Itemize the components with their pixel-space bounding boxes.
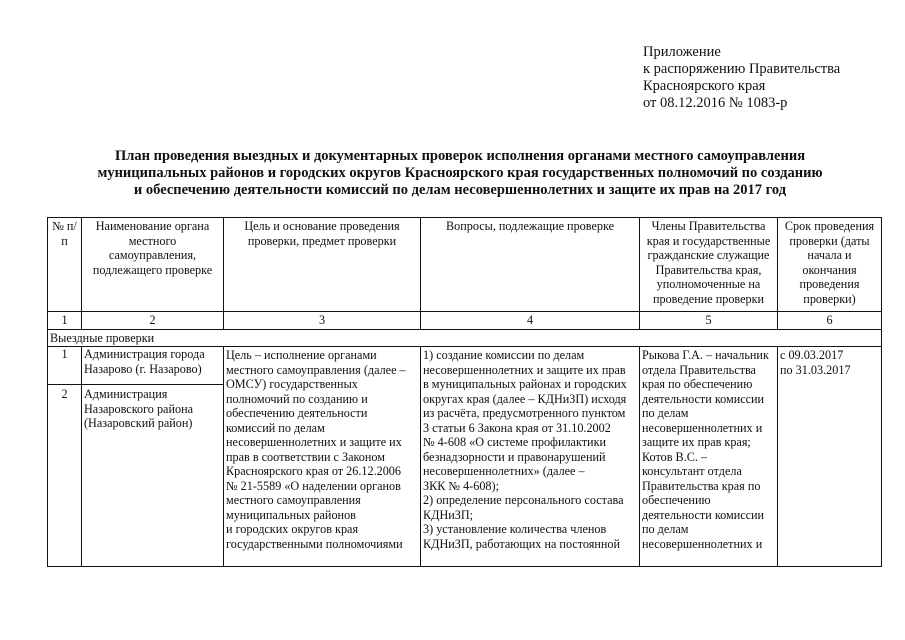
organization-name: Администрация Назаровского района (Назаровский район) <box>84 387 193 430</box>
member-line: обеспечению <box>642 493 711 507</box>
question-line: в муниципальных районах и городских <box>423 377 627 391</box>
goal-line: и городских округов края <box>226 522 359 536</box>
term-line: по 31.03.2017 <box>780 362 851 377</box>
header-members: Члены Правительства края и государственные гражданские служащие Правительства края, уполномоченные на проведение проверки <box>640 218 778 312</box>
member-line: деятельности комиссии <box>642 507 765 522</box>
organization-name: Администрация города Назарово (г. Назарово) <box>84 347 205 376</box>
member-line: Котов В.С. – <box>642 449 708 464</box>
column-number-row <box>48 312 882 330</box>
row-number: 2 <box>61 387 68 401</box>
title-line: и обеспечению деятельности комиссий по делам несовершеннолетних и защите их прав на 2017 год <box>133 182 787 198</box>
questions-cell <box>421 347 640 567</box>
term-line: с 09.03.2017 <box>780 348 844 362</box>
goal-cell <box>224 347 421 567</box>
member-line: несовершеннолетних и <box>642 536 763 551</box>
title-line: План проведения выездных и документарных проверок исполнения органами местного самоуправления <box>114 148 806 164</box>
member-line: деятельности комиссии <box>642 391 765 406</box>
section-label: Выездные проверки <box>48 329 882 347</box>
appendix-line: Красноярского края <box>643 78 766 94</box>
table-row <box>48 347 882 567</box>
member-line: Рыкова Г.А. – начальник <box>642 348 769 362</box>
term-cell <box>778 347 882 567</box>
goal-line: местного самоуправления (далее – <box>226 362 406 377</box>
goal-line: ОМСУ) государственных <box>226 377 358 391</box>
member-line: отдела Правительства <box>642 362 756 377</box>
goal-line: муниципальных районов <box>226 507 356 522</box>
section-row <box>48 329 882 347</box>
inspection-plan-table <box>47 217 882 567</box>
question-line: 3 статьи 6 Закона края от 31.10.2002 <box>423 420 611 435</box>
column-number: 2 <box>82 312 224 330</box>
question-line: 3) установление количества членов <box>423 522 607 536</box>
column-number: 1 <box>48 312 82 330</box>
header-organization: Наименование органа местного самоуправления, подлежащего проверке <box>82 218 224 312</box>
row-organizations <box>82 347 224 567</box>
title-line: муниципальных районов и городских округов Красноярского края государственных полномочий по созданию <box>97 165 823 181</box>
question-line: 1) создание комиссии по делам <box>423 348 585 362</box>
question-line: из расчёта, предусмотренного пунктом <box>423 406 626 420</box>
row-divider <box>48 384 81 385</box>
member-line: защите их прав края; <box>642 435 751 449</box>
header-term: Срок проведения проверки (даты начала и окончания проведения проверки) <box>778 218 882 312</box>
appendix-block <box>643 44 893 112</box>
member-line: края по обеспечению <box>642 377 753 391</box>
question-line: округах края (далее – КДНиЗП) исходя <box>423 391 627 406</box>
header-goal: Цель и основание проведения проверки, предмет проверки <box>224 218 421 312</box>
question-line: безнадзорности и правонарушений <box>423 449 606 464</box>
members-cell <box>640 347 778 567</box>
goal-line: полномочий по созданию и <box>226 391 368 406</box>
member-line: несовершеннолетних и <box>642 420 763 435</box>
appendix-line: Приложение <box>643 44 721 60</box>
goal-line: Цель – исполнение органами <box>226 348 377 362</box>
goal-line: прав в соответствии с Законом <box>226 449 386 464</box>
appendix-line: к распоряжению Правительства <box>643 61 841 77</box>
column-number: 4 <box>421 312 640 330</box>
row-number: 1 <box>61 347 68 361</box>
member-line: по делам <box>642 406 689 420</box>
row-divider <box>82 384 223 385</box>
goal-line: несовершеннолетних и защите их <box>226 435 402 449</box>
goal-line: государственными полномочиями <box>226 536 403 551</box>
goal-line: обеспечению деятельности <box>226 406 368 420</box>
appendix-line: от 08.12.2016 № 1083-р <box>643 95 788 111</box>
member-line: по делам <box>642 522 689 536</box>
question-line: № 4-608 «О системе профилактики <box>423 435 607 449</box>
column-number: 3 <box>224 312 421 330</box>
question-line: несовершеннолетних» (далее – <box>423 464 585 478</box>
column-number: 5 <box>640 312 778 330</box>
question-line: несовершеннолетних и защите их прав <box>423 362 626 377</box>
row-numbers <box>48 347 82 567</box>
question-line: КДНиЗП, работающих на постоянной <box>423 536 621 551</box>
header-number: № п/п <box>48 218 82 312</box>
goal-line: местного самоуправления <box>226 493 361 507</box>
question-line: ЗКК № 4-608); <box>423 478 499 493</box>
goal-line: Красноярского края от 26.12.2006 <box>226 464 401 478</box>
header-questions: Вопросы, подлежащие проверке <box>421 218 640 312</box>
goal-line: комиссий по делам <box>226 420 325 435</box>
member-line: консультант отдела <box>642 464 742 478</box>
goal-line: № 21-5589 «О наделении органов <box>226 478 401 493</box>
document-title <box>60 148 860 199</box>
header-row <box>48 218 882 312</box>
question-line: 2) определение персонального состава <box>423 493 624 507</box>
member-line: Правительства края по <box>642 478 761 493</box>
column-number: 6 <box>778 312 882 330</box>
question-line: КДНиЗП; <box>423 507 474 522</box>
